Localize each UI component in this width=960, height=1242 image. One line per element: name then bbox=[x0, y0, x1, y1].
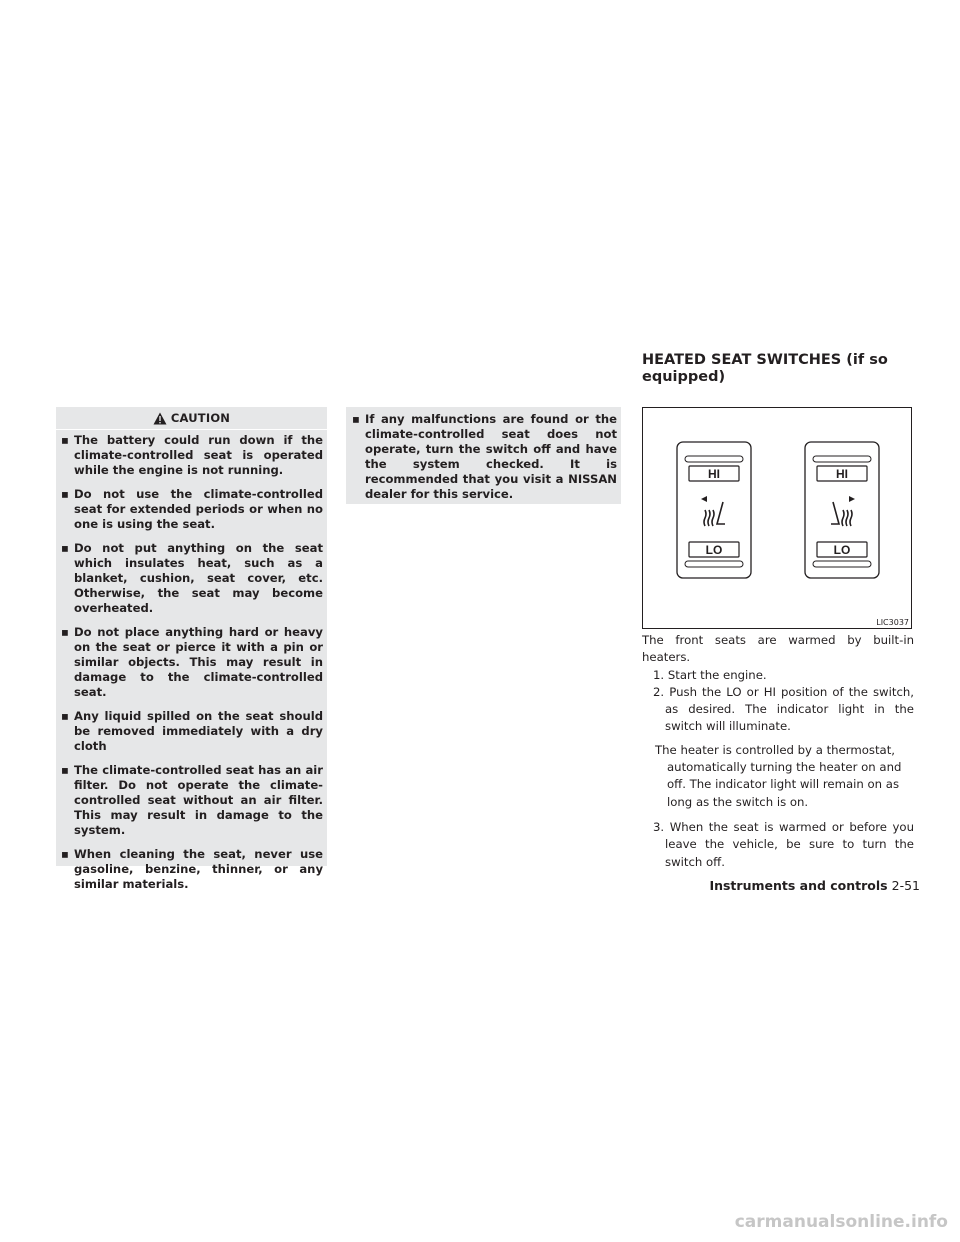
caution-item: ▪ If any malfunctions are found or the climate-controlled seat does not operate, turn the switch off and have the system checked. It is recommended that you visit a NISSAN dealer for this service. bbox=[352, 412, 617, 502]
caution-list-left bbox=[61, 433, 323, 901]
caution-item: ▪ Any liquid spilled on the seat should be removed immediately with a dry cloth bbox=[61, 709, 323, 754]
watermark: carmanualsonline.info bbox=[734, 1212, 948, 1232]
step-1: 1. Start the engine. bbox=[653, 667, 767, 682]
page-footer bbox=[675, 878, 920, 893]
caution-item: ▪ Do not put anything on the seat which insulates heat, such as a blanket, cushion, seat cover, etc. Otherwise, the seat may become overheated. bbox=[61, 541, 323, 616]
figure-code: LIC3037 bbox=[876, 618, 909, 627]
caution-item: ▪ The battery could run down if the climate-controlled seat is operated while the engine is not running. bbox=[61, 433, 323, 478]
intro-paragraph: The front seats are warmed by built-in heaters. bbox=[642, 633, 914, 665]
section-title: HEATED SEAT SWITCHES (if so equipped) bbox=[642, 352, 888, 385]
caution-item: ▪ The climate-controlled seat has an air filter. Do not operate the climate-controlled seat without an air filter. This may result in damage to the system. bbox=[61, 763, 323, 838]
caution-item: ▪ Do not use the climate-controlled seat for extended periods or when no one is using the seat. bbox=[61, 487, 323, 532]
left-lo-label: LO bbox=[705, 543, 723, 557]
left-hi-indicator bbox=[685, 456, 743, 462]
step-2: 2. Push the LO or HI position of the switch, as desired. The indicator light in the switch will illuminate. bbox=[653, 684, 914, 734]
caution-list-right bbox=[352, 412, 617, 511]
heated-seat-switch-figure bbox=[642, 407, 912, 629]
right-lo-indicator bbox=[813, 561, 871, 567]
caution-item: ▪ Do not place anything hard or heavy on the seat or pierce it with a pin or similar objects. This may result in damage to the climate-controlled seat. bbox=[61, 625, 323, 700]
caution-item: ▪ When cleaning the seat, never use gasoline, benzine, thinner, or any similar materials. bbox=[61, 847, 323, 892]
right-hi-indicator bbox=[813, 456, 871, 462]
left-lo-indicator bbox=[685, 561, 743, 567]
right-hi-label: HI bbox=[836, 467, 848, 481]
step-3: 3. When the seat is warmed or before you leave the vehicle, be sure to turn the switch off. bbox=[653, 819, 914, 869]
caution-title: CAUTION bbox=[170, 411, 231, 425]
switch-illustration bbox=[643, 408, 911, 628]
chapter-title: Instruments and controls bbox=[709, 878, 888, 893]
caution-header bbox=[56, 407, 327, 430]
right-lo-label: LO bbox=[833, 543, 851, 557]
left-hi-label: HI bbox=[708, 467, 720, 481]
warning-icon bbox=[153, 412, 167, 425]
body-text bbox=[642, 632, 914, 871]
step-2-note: The heater is controlled by a thermostat, automatically turning the heater on and off. The indicator light will remain on as long as the switch is on. bbox=[655, 742, 902, 809]
page-number: 2-51 bbox=[891, 878, 920, 893]
